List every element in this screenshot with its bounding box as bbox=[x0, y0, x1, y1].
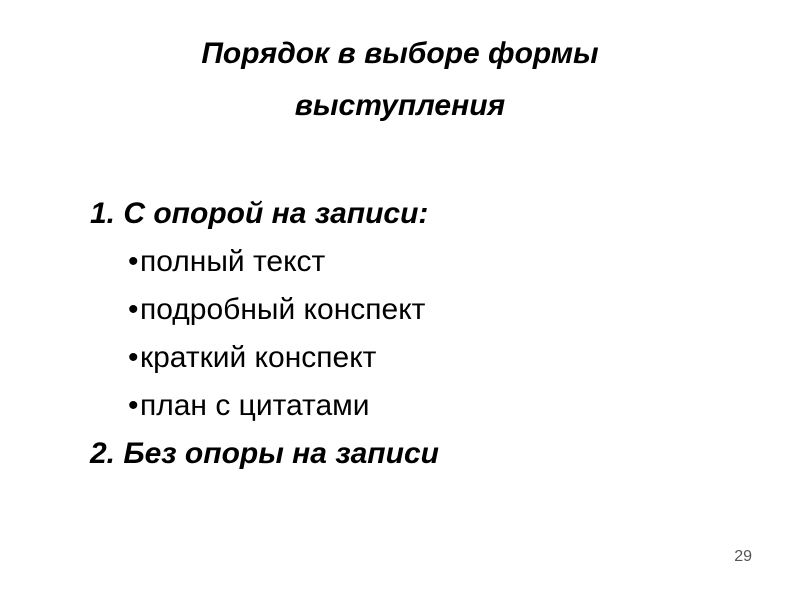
page-number: 29 bbox=[734, 548, 752, 565]
section-heading-with-notes: 1. С опорой на записи: bbox=[90, 197, 429, 230]
bullet-icon: • bbox=[128, 245, 139, 278]
bullet-icon: • bbox=[128, 293, 139, 326]
bullet-item-label: полный текст bbox=[140, 245, 326, 278]
bullet-item-label: план с цитатами bbox=[140, 389, 370, 422]
bullet-item-plan-with-quotes bbox=[128, 382, 740, 430]
slide-title bbox=[0, 28, 800, 132]
bullet-item-detailed-summary bbox=[128, 286, 740, 334]
bullet-list bbox=[90, 238, 740, 430]
slide-title-line-2: выступления bbox=[294, 89, 506, 122]
bullet-item-brief-summary bbox=[128, 334, 740, 382]
slide-title-line-1: Порядок в выборе формы bbox=[201, 37, 599, 70]
section-heading-without-notes: 2. Без опоры на записи bbox=[90, 437, 439, 470]
bullet-item-label: краткий конспект bbox=[140, 341, 377, 374]
slide-content bbox=[90, 190, 740, 478]
bullet-icon: • bbox=[128, 341, 139, 374]
bullet-item-label: подробный конспект bbox=[140, 293, 426, 326]
bullet-icon: • bbox=[128, 389, 139, 422]
bullet-item-full-text bbox=[128, 238, 740, 286]
